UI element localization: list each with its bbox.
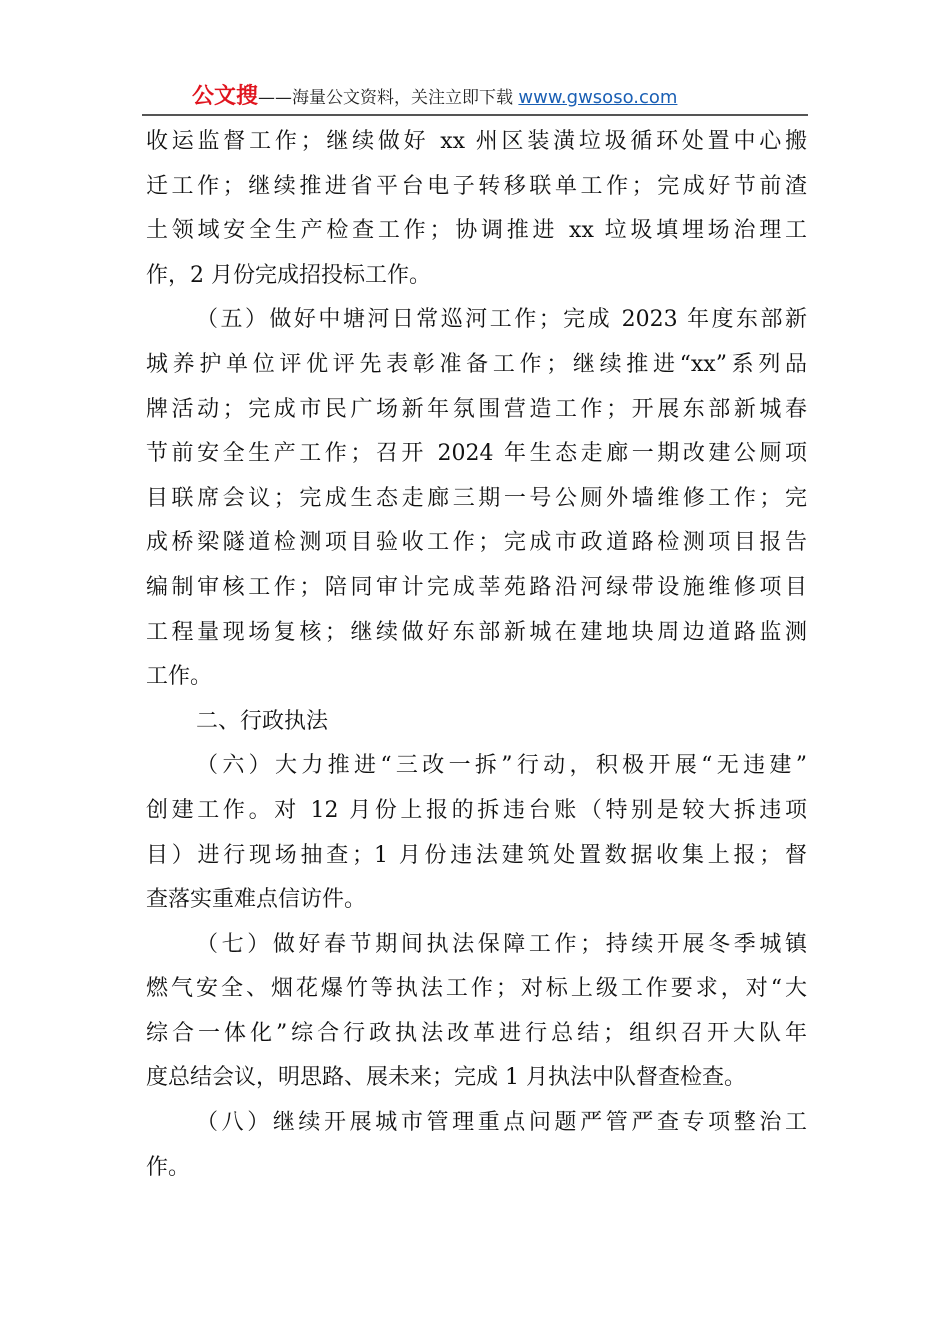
text-line: 成桥梁隧道检测项目验收工作；完成市政道路检测项目报告	[146, 530, 807, 556]
text-line: 目）进行现场抽查；1 月份违法建筑处置数据收集上报；督	[146, 842, 807, 868]
header-banner	[192, 82, 677, 113]
text-line: 作，2 月份完成招投标工作。	[146, 262, 431, 288]
text-line: 二、行政执法	[196, 708, 329, 734]
text-line: 度总结会议，明思路、展未来；完成 1 月执法中队督查检查。	[146, 1065, 746, 1091]
text-line: （五）做好中塘河日常巡河工作；完成 2023 年度东部新	[196, 307, 807, 333]
text-line: 创建工作。对 12 月份上报的拆违台账（特别是较大拆违项	[146, 797, 807, 823]
text-line: 城养护单位评优评先表彰准备工作；继续推进“xx”系列品	[146, 351, 807, 377]
text-line: （八）继续开展城市管理重点问题严管严查专项整治工	[196, 1110, 807, 1136]
site-logo: 公文搜	[192, 84, 259, 109]
site-link[interactable]: www.gwsoso.com	[518, 87, 678, 108]
page-header	[142, 82, 808, 116]
section-heading	[146, 700, 807, 745]
paragraph	[146, 923, 807, 1101]
paragraph	[146, 120, 807, 298]
text-line: 综合一体化”综合行政执法改革进行总结；组织召开大队年	[146, 1020, 807, 1046]
text-line: 作。	[146, 1154, 191, 1180]
paragraph	[146, 298, 807, 699]
text-line: 节前安全生产工作；召开 2024 年生态走廊一期改建公厕项	[146, 441, 807, 467]
text-line: 燃气安全、烟花爆竹等执法工作；对标上级工作要求，对“大	[146, 976, 807, 1002]
text-line: 土领域安全生产检查工作；协调推进 xx 垃圾填埋场治理工	[146, 218, 807, 244]
document-body	[146, 120, 807, 1190]
header-slogan: ——海量公文资料，关注立即下载	[258, 88, 514, 108]
text-line: 编制审核工作；陪同审计完成莘苑路沿河绿带设施维修项目	[146, 574, 807, 600]
text-line: 工程量现场复核；继续做好东部新城在建地块周边道路监测	[146, 619, 807, 645]
text-line: 工作。	[146, 664, 213, 690]
text-line: 查落实重难点信访件。	[146, 887, 367, 913]
text-line: 迁工作；继续推进省平台电子转移联单工作；完成好节前渣	[146, 173, 807, 199]
paragraph	[146, 1101, 807, 1190]
text-line: 收运监督工作；继续做好 xx 州区装潢垃圾循环处置中心搬	[146, 129, 807, 154]
text-line: （六）大力推进“三改一拆”行动，积极开展“无违建”	[196, 753, 807, 779]
text-line: 目联席会议；完成生态走廊三期一号公厕外墙维修工作；完	[146, 485, 807, 511]
text-line: （七）做好春节期间执法保障工作；持续开展冬季城镇	[196, 931, 807, 957]
text-line: 牌活动；完成市民广场新年氛围营造工作；开展东部新城春	[146, 396, 807, 422]
paragraph	[146, 744, 807, 922]
